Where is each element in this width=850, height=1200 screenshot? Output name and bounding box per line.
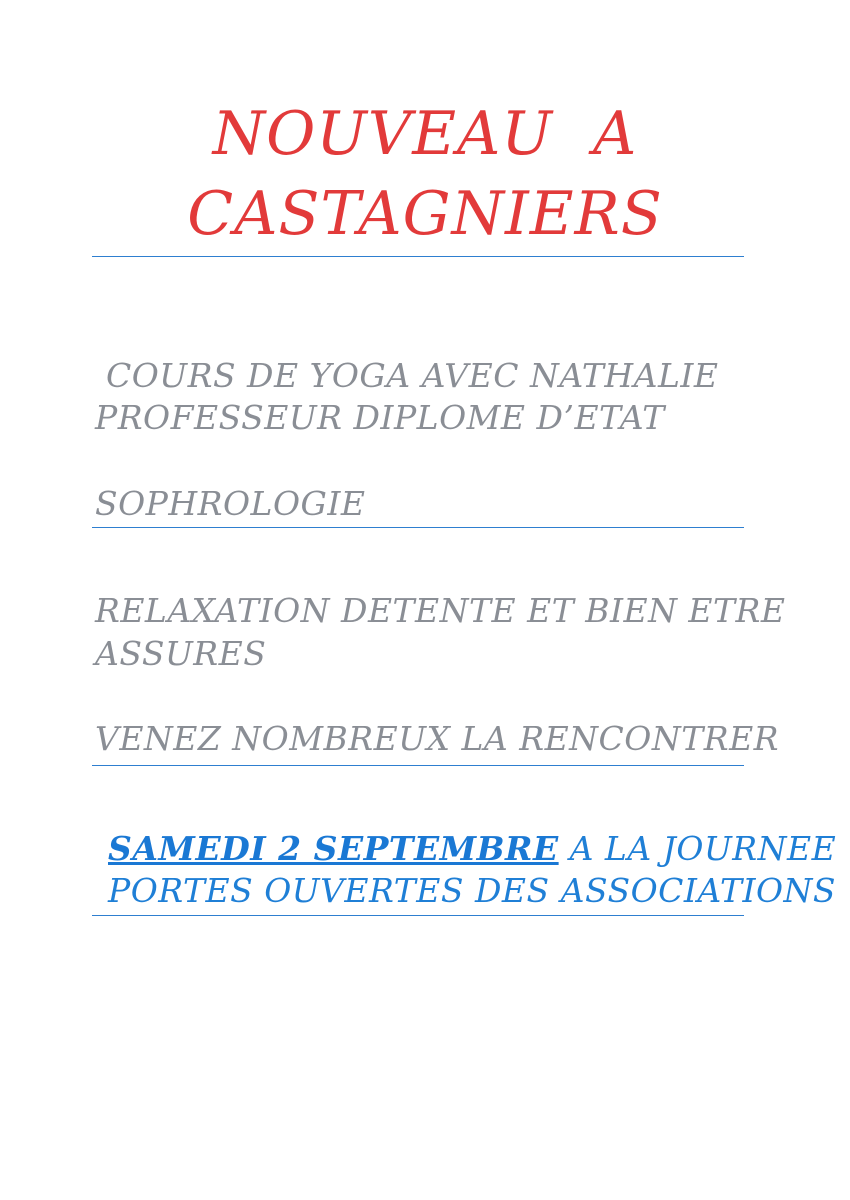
relaxation-line-1: RELAXATION DETENTE ET BIEN ETRE: [95, 591, 786, 630]
sophrologie-text: SOPHROLOGIE: [95, 484, 366, 523]
event-line-2: PORTES OUVERTES DES ASSOCIATIONS: [108, 871, 837, 910]
title-line-1: NOUVEAU A: [212, 99, 638, 169]
yoga-line-2: PROFESSEUR DIPLOME D’ETAT: [95, 398, 665, 437]
divider-sophrologie: [92, 527, 744, 528]
venez-text: VENEZ NOMBREUX LA RENCONTRER: [95, 719, 780, 758]
event-rest-line-1: A LA JOURNEE: [558, 829, 837, 868]
event-line-1: [108, 829, 836, 869]
title-line-2: CASTAGNIERS: [187, 179, 663, 249]
divider-event: [92, 915, 744, 916]
relaxation-line-2: ASSURES: [95, 634, 267, 673]
event-date: SAMEDI 2 SEPTEMBRE: [108, 829, 559, 868]
divider-venez: [92, 765, 744, 766]
divider-title: [92, 256, 744, 257]
yoga-line-1: COURS DE YOGA AVEC NATHALIE: [95, 356, 719, 395]
